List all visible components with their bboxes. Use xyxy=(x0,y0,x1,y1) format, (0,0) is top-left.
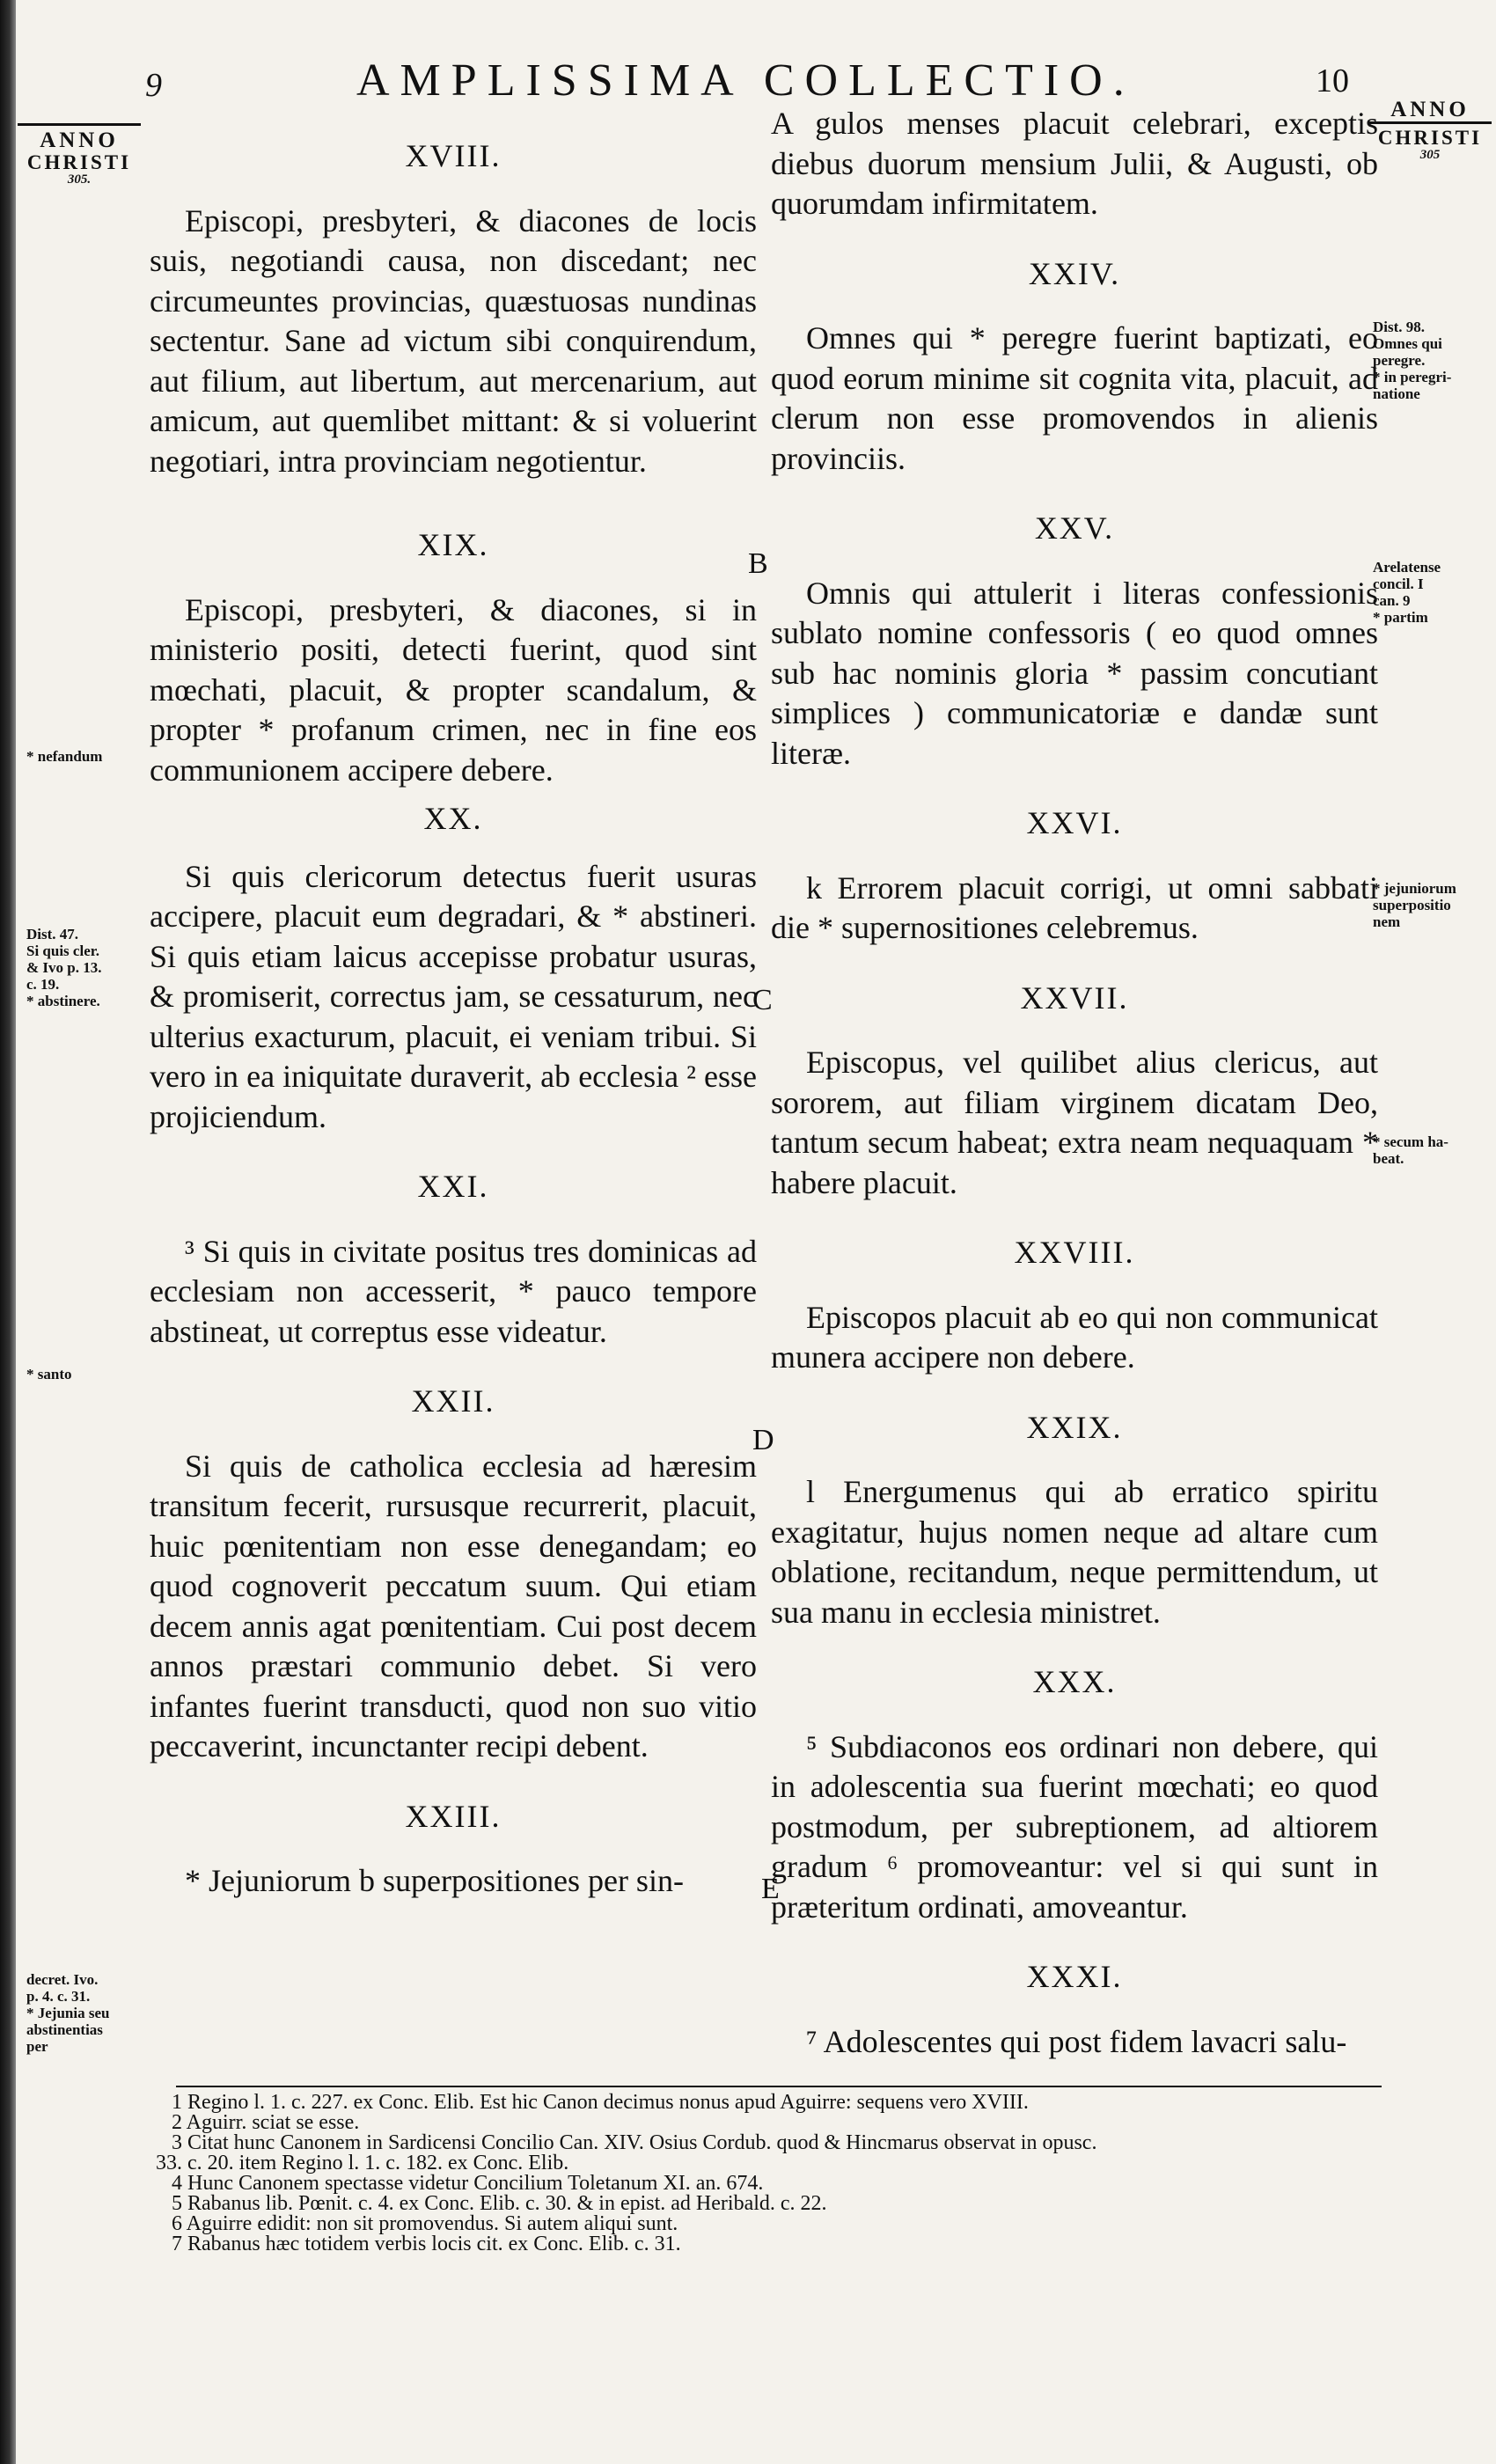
canon-text: Episcopos placuit ab eo qui non communicat munera accipere non debere. xyxy=(771,1299,1378,1375)
canon-text: ⁵ Subdiaconos eos ordinari non debere, qui in adolescentia sua fuerint mœchati; eo quod postmodum, per subreptionem, ad altiorem gradum ⁶ promoveantur: vel si qui sunt in præteritum ordinati, amoveantur. xyxy=(771,1728,1378,1925)
margin-line: can. 9 xyxy=(1373,592,1411,609)
margin-note-secum xyxy=(1373,1133,1492,1167)
margin-note-dist47 xyxy=(26,926,150,1009)
canon-heading: XXVI. xyxy=(1026,805,1123,840)
margin-line: & Ivo p. 13. xyxy=(26,959,102,976)
section-letter-e: E xyxy=(761,1873,780,1905)
margin-line: c. 19. xyxy=(26,976,60,993)
margin-note-decret xyxy=(26,1971,150,2055)
margin-line: per xyxy=(26,2038,48,2055)
section-letter-d: D xyxy=(752,1424,774,1456)
footnote: 2 Aguirr. sciat se esse. xyxy=(172,2111,360,2134)
canon-heading: XXII. xyxy=(411,1383,495,1419)
margin-line: Dist. 47. xyxy=(26,926,79,942)
margin-note-jejuniorum xyxy=(1373,880,1492,930)
canon-text: Si quis clericorum detectus fuerit usuras accipere, placuit eum degradari, & * abstineri. Si quis etiam laicus accepisse probatur usuras, & promiserit, correctus jam, se cessaturum, nec ulterius exacturum, placuit, ei veniam tribui. Si vero in ea iniquitate duraverit, ab ecclesia ² esse projiciendum. xyxy=(150,858,757,1134)
canon-heading: XIX. xyxy=(417,527,489,562)
anno-christi-right xyxy=(1368,99,1492,163)
footnote: 5 Rabanus lib. Pœnit. c. 4. ex Conc. Elib. c. 30. & in epist. ad Heribald. c. 22. xyxy=(172,2192,827,2215)
margin-line: beat. xyxy=(1373,1150,1404,1167)
margin-line: natione xyxy=(1373,385,1420,402)
canon-heading: XVIII. xyxy=(405,138,502,173)
margin-line: nem xyxy=(1373,913,1401,930)
footnote: 4 Hunc Canonem spectasse videtur Concilium Toletanum XI. an. 674. xyxy=(172,2172,764,2195)
canon-text: Omnis qui attulerit i literas confessionis sublato nomine confessoris ( eo quod omnes sub hac nominis gloria * passim concutiant simplices ) communicatoriæ e dandæ sunt literæ. xyxy=(771,575,1378,771)
section-letter-b: B xyxy=(748,547,768,580)
anno-year: 305. xyxy=(67,172,92,187)
section-letter-c: C xyxy=(752,984,773,1016)
canon-text: k Errorem placuit corrigi, ut omni sabbati die * supernositiones celebremus. xyxy=(771,869,1378,945)
page-binding-shadow xyxy=(0,0,16,2464)
footnote: 33. c. 20. item Regino l. 1. c. 182. ex Conc. Elib. xyxy=(156,2152,569,2174)
christi-label: CHRISTI xyxy=(1377,127,1483,150)
canon-text: ³ Si quis in civitate positus tres dominicas ad ecclesiam non accesserit, * pauco tempore abstineat, ut correptus esse videatur. xyxy=(150,1233,757,1349)
margin-line: concil. I xyxy=(1373,576,1424,592)
margin-line: p. 4. c. 31. xyxy=(26,1988,91,2005)
margin-line: * Jejunia seu xyxy=(26,2005,110,2021)
right-column xyxy=(771,104,1378,2062)
margin-line: peregre. xyxy=(1373,352,1426,369)
canon-heading: XXVII. xyxy=(1020,979,1129,1016)
margin-note-arelatense xyxy=(1373,559,1492,626)
margin-line: * in peregri- xyxy=(1373,369,1452,385)
anno-label: ANNO xyxy=(1390,98,1470,121)
continuation-text: A gulos menses placuit celebrari, exceptis diebus duorum mensium Julii, & Augusti, ob quorumdam infirmitatem. xyxy=(771,106,1378,221)
footnote-divider xyxy=(176,2086,1382,2087)
canon-text: Episcopi, presbyteri, & diacones, si in ministerio positi, detecti fuerint, quod sint mœchati, placuit, & propter scandalum, & propter * profanum crimen, nec in fine eos communionem accipere debere. xyxy=(150,591,757,788)
canon-heading: XXI. xyxy=(417,1169,489,1204)
margin-line: Dist. 98. xyxy=(1373,319,1426,335)
canon-heading: XXXI. xyxy=(1026,1959,1123,1994)
canon-heading: XX. xyxy=(423,801,483,836)
margin-line: Si quis cler. xyxy=(26,942,99,959)
margin-line: decret. Ivo. xyxy=(26,1971,99,1988)
footnotes xyxy=(156,2091,1386,2255)
page-number-left: 9 xyxy=(145,67,162,104)
footnote: 7 Rabanus hæc totidem verbis locis cit. ex Conc. Elib. c. 31. xyxy=(172,2233,681,2255)
margin-note-santo xyxy=(26,1366,150,1382)
canon-heading: XXIX. xyxy=(1026,1409,1123,1445)
anno-christi-left xyxy=(18,123,141,187)
margin-line: Omnes qui xyxy=(1373,335,1442,352)
canon-text: ⁷ Adolescentes qui post fidem lavacri salu- xyxy=(806,2023,1347,2059)
footnote: 3 Citat hunc Canonem in Sardicensi Concilio Can. XIV. Osius Cordub. quod & Hincmarus observat in opusc. xyxy=(172,2131,1097,2154)
anno-label: ANNO xyxy=(40,128,119,152)
canon-text: l Energumenus qui ab erratico spiritu exagitatur, hujus nomen neque ad altare cum oblatione, recitandum, neque permittendum, ut sua manu in ecclesia ministret. xyxy=(771,1474,1378,1630)
canon-text: * Jejuniorum b superpositiones per sin- xyxy=(185,1863,684,1898)
margin-note-dist98 xyxy=(1373,319,1492,402)
margin-line: abstinentias xyxy=(26,2021,103,2038)
margin-line: * nefandum xyxy=(26,748,103,765)
margin-line: * secum ha- xyxy=(1373,1133,1448,1150)
margin-line: * abstinere. xyxy=(26,993,100,1009)
page-title: AMPLISSIMA COLLECTIO. xyxy=(356,55,1135,106)
canon-text: Episcopi, presbyteri, & diacones de locis suis, negotiandi causa, non discedant; nec circumeuntes provincias, quæstuosas nundinas sectentur. Sane ad victum sibi conquirendum, aut filium, aut libertum, aut mercenarium, aut amicum, aut quemlibet mittant: & si voluerint negotiari, intra provinciam negotientur. xyxy=(150,202,757,479)
margin-line: * santo xyxy=(26,1366,72,1382)
canon-text: Omnes qui * peregre fuerint baptizati, eo quod eorum minime sit cognita vita, placuit, ad clerum non esse promovendos in alienis provinciis. xyxy=(771,320,1378,476)
margin-line: * partim xyxy=(1373,609,1428,626)
footnote: 1 Regino l. 1. c. 227. ex Conc. Elib. Est hic Canon decimus nonus apud Aguirre: sequens vero XVIII. xyxy=(172,2091,1029,2114)
margin-line: superpositio xyxy=(1373,897,1451,913)
christi-label: CHRISTI xyxy=(26,151,132,174)
canon-text: Episcopus, vel quilibet alius clericus, aut sororem, aut filiam virginem dicatam Deo, tantum secum habeat; extra neam nequaquam * habere placuit. xyxy=(771,1045,1378,1200)
margin-line: * jejuniorum xyxy=(1373,880,1456,897)
anno-year: 305 xyxy=(1419,148,1441,163)
footnote: 6 Aguirre edidit: non sit promovendus. Si autem aliqui sunt. xyxy=(172,2212,678,2235)
margin-note-nefandum xyxy=(26,748,150,765)
canon-text: Si quis de catholica ecclesia ad hæresim transitum fecerit, rursusque recurrerit, placuit, huic pœnitentiam non esse denegandam; eo quod cognoverit peccatum suum. Qui etiam decem annis agat pœnitentiam. Cui post decem annos præstari communio debet. Si vero infantes fuerint transducti, quod non suo vitio peccaverint, incunctanter recipi debent. xyxy=(150,1448,757,1764)
canon-heading: XXX. xyxy=(1032,1664,1117,1699)
page-number-right: 10 xyxy=(1316,62,1349,99)
left-column xyxy=(150,119,757,1902)
canon-heading: XXVIII. xyxy=(1014,1235,1135,1270)
margin-line: Arelatense xyxy=(1373,559,1441,576)
canon-heading: XXIV. xyxy=(1028,255,1121,291)
canon-heading: XXIII. xyxy=(405,1798,502,1834)
canon-heading: XXV. xyxy=(1034,510,1115,546)
